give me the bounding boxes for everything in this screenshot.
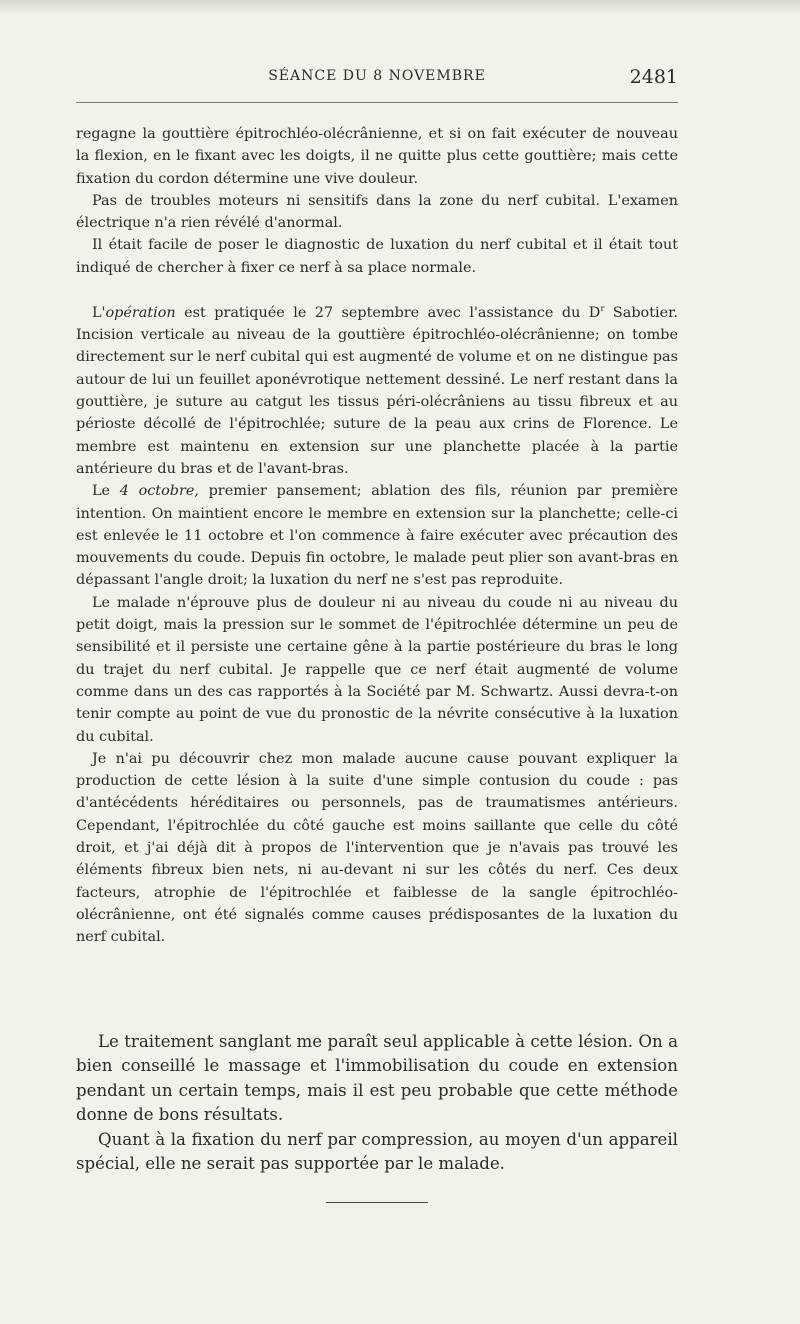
paragraph-operation [76, 298, 678, 480]
paragraph-motor-troubles: Pas de troubles moteurs ni sensitifs dans la zone du nerf cubital. L'examen électrique n'a rien révélé d'anormal. [76, 192, 678, 232]
dressing-date-italic: 4 octobre [119, 483, 195, 500]
operation-italic: opération [105, 304, 176, 321]
page-header [76, 66, 678, 90]
paragraph-continued: regagne la gouttière épitrochléo-olécrânienne, et si on fait exécuter de nouveau la flexion, en le fixant avec les doigts, il ne quitte plus cette gouttière; mais cette fixation du cordon détermine une vive douleur. [76, 126, 678, 187]
paragraph-outcome: Le malade n'éprouve plus de douleur ni au niveau du coude ni au niveau du petit doigt, mais la pression sur le sommet de l'épitrochlée détermine un peu de sensibilité et il persiste une certaine gêne à la partie postérieure du bras le long du trajet du nerf cubital. Je rappelle que ce nerf était augmenté de volume comme dans un des cas rapportés à la Société par M. Schwartz. Aussi devra-t-on tenir compte au point de vue du pronostic de la névrite consécutive à la luxation du cubital. [76, 594, 678, 745]
header-rule [76, 102, 678, 103]
dressing-prefix: Le [92, 483, 120, 500]
operation-mid: est pratiquée le 27 septembre avec l'assistance du D [175, 304, 601, 321]
operation-rest: Sabotier. Incision verticale au niveau de la gouttière épitrochléo-olécrânienne; on tombe directement sur le nerf cubital qui est augmenté de volume et on ne distingue pas autour de lui un feuillet aponévrotique nettement dessiné. Le nerf restant dans la gouttière, je suture au catgut les tissus péri-olécrâniens au tissu fibreux et au périoste décollé de l'épitrochlée; suture de la peau aux crins de Florence. Le membre est maintenu en extension sur une planchette placée à la partie antérieure du bras et de l'avant-bras. [76, 304, 678, 477]
page-top-edge [0, 0, 800, 14]
end-rule [326, 1202, 428, 1203]
running-title: SÉANCE DU 8 NOVEMBRE [268, 68, 486, 84]
operation-prefix: L' [92, 304, 106, 321]
paragraph-treatment: Le traitement sanglant me paraît seul applicable à cette lésion. On a bien conseillé le massage et l'immobilisation du coude en extension pendant un certain temps, mais il est peu probable que cette méthode donne de bons résultats. [76, 1032, 678, 1125]
small-text-block [76, 123, 678, 948]
paragraph-causes: Je n'ai pu découvrir chez mon malade aucune cause pouvant expliquer la production de cette lésion à la suite d'une simple contusion du coude : pas d'antécédents héréditaires ou personnels, pas de traumatismes antérieurs. Cependant, l'épitrochlée du côté gauche est moins saillante que celle du côté droit, et j'ai déjà dit à propos de l'intervention que je n'avais pas trouvé les éléments fibreux bien nets, ni au-devant ni sur les côtés du nerf. Ces deux facteurs, atrophie de l'épitrochlée et faiblesse de la sangle épitrochléo-olécrânienne, ont été signalés comme causes prédisposantes de la luxation du nerf cubital. [76, 750, 678, 946]
page-number: 2481 [629, 66, 678, 88]
paragraph-diagnostic: Il était facile de poser le diagnostic de luxation du nerf cubital et il était tout indiqué de chercher à fixer ce nerf à sa place normale. [76, 237, 678, 276]
dressing-rest: , premier pansement; ablation des fils, réunion par première intention. On maintient encore le membre en extension sur la planchette; celle-ci est enlevée le 11 octobre et l'on commence à faire exécuter avec précaution des mouvements du coude. Depuis fin octobre, le malade peut plier son avant-bras en dépassant l'angle droit; la luxation du nerf ne s'est pas reproduite. [76, 483, 678, 589]
operation-superscript: r [600, 304, 605, 315]
large-text-block [76, 1030, 678, 1176]
paragraph-fixation: Quant à la fixation du nerf par compression, au moyen d'un appareil spécial, elle ne serait pas supportée par le malade. [76, 1129, 678, 1174]
paragraph-first-dressing [76, 480, 678, 591]
